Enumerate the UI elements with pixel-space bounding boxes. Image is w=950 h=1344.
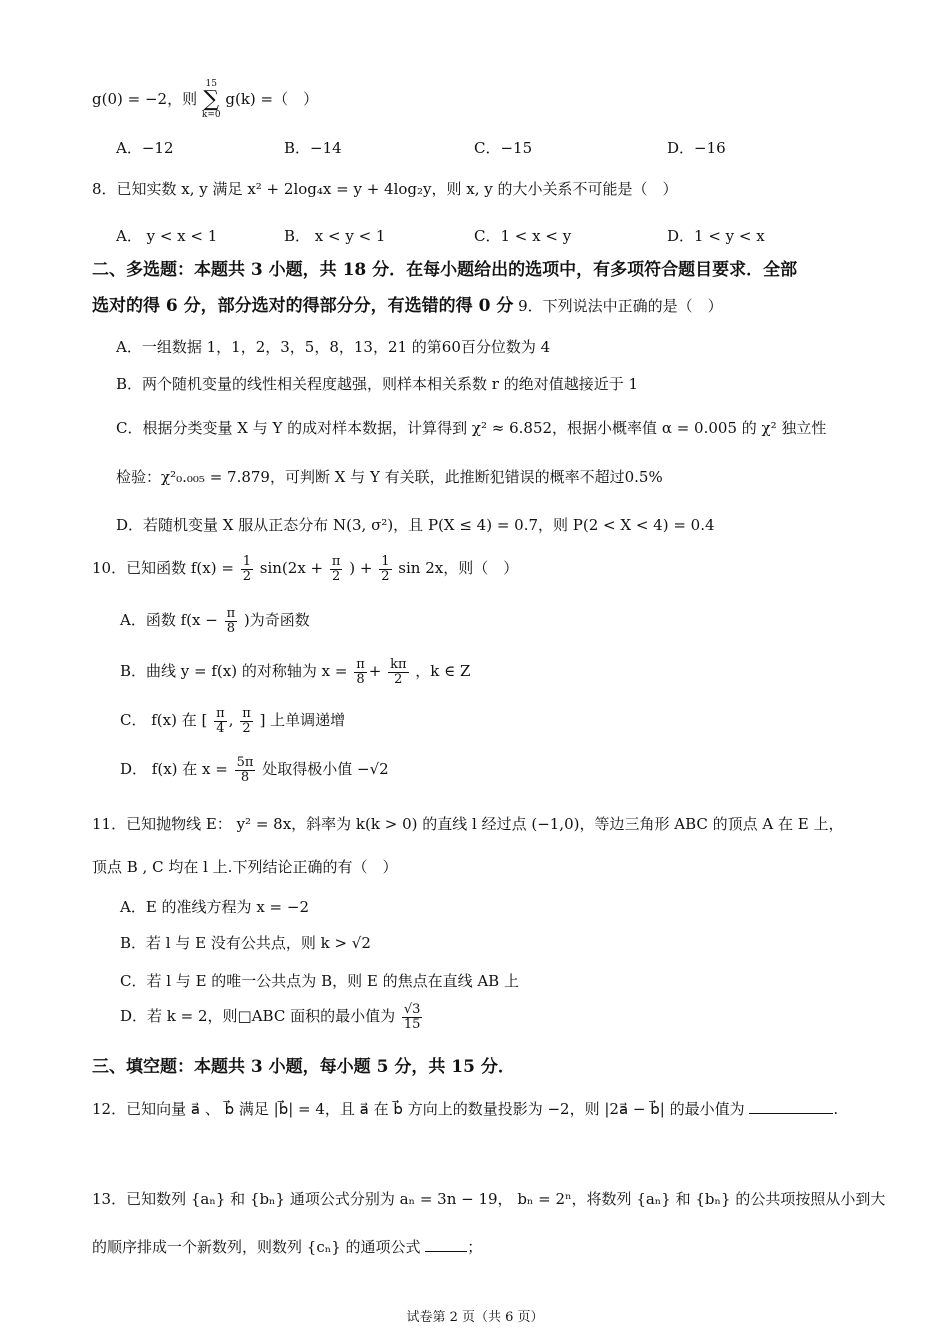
fraction-5pi-over-8: [235, 756, 256, 784]
frac-num: π: [242, 706, 251, 721]
frac-num: √3: [403, 1002, 421, 1017]
frac-den: 2: [242, 568, 251, 584]
q9-option-b: B．两个随机变量的线性相关程度越强，则样本相关系数 r 的绝对值越接近于 1: [116, 375, 639, 393]
frac-den: 8: [356, 671, 365, 687]
fraction-pi-over-2: [240, 707, 253, 735]
frac-den: 4: [216, 720, 225, 736]
q11-option-c: C．若 l 与 E 的唯一公共点为 B，则 E 的焦点在直线 AB 上: [120, 972, 519, 990]
fraction-kpi-over-2: [388, 658, 408, 686]
sigma-glyph: ∑: [203, 87, 220, 112]
frac-num: 1: [381, 554, 390, 569]
q8-option-c: C．1 < x < y: [474, 227, 572, 245]
q8-option-b: B． x < y < 1: [284, 227, 386, 245]
frac-num: kπ: [390, 657, 407, 672]
q11-option-d: [120, 1003, 424, 1031]
q9-option-d: D．若随机变量 X 服从正态分布 N(3, σ²)，且 P(X ≤ 4) = 0.7，则 P(2 < X < 4) = 0.4: [116, 516, 715, 534]
page-footer: 试卷第 2 页（共 6 页）: [406, 1310, 544, 1325]
frac-num: 1: [242, 554, 251, 569]
q11-option-b: B．若 l 与 E 没有公共点，则 k > √2: [120, 934, 371, 952]
q10-option-d: [120, 756, 389, 784]
q9-option-c-line2: 检验：χ²₀.₀₀₅ = 7.879，可判断 X 与 Y 有关联，此推断犯错误的概率不超过0.5%: [116, 468, 663, 486]
sum-lower: k=0: [201, 110, 221, 120]
section-2-heading-line1: 二、多选题：本题共 3 小题，共 18 分．在每小题给出的选项中，有多项符合题目要求．全部: [92, 260, 798, 280]
q11-d-pre: D．若 k = 2，则□ABC 面积的最小值为: [120, 1007, 396, 1026]
q7-stem-post: g(k) =（ ）: [225, 90, 319, 108]
q8-option-d: D．1 < y < x: [667, 227, 765, 245]
q9-stem: 9．下列说法中正确的是（ ）: [518, 297, 723, 315]
section-3-heading: 三、填空题：本题共 3 小题，每小题 5 分，共 15 分．: [92, 1057, 515, 1077]
q10-c-pre: C． f(x) 在 [: [120, 711, 208, 730]
q10-sin-part: sin(2x +: [259, 559, 324, 578]
q13-stem-line2: [92, 1238, 482, 1257]
answer-blank[interactable]: [749, 1101, 833, 1114]
q12-text: 12．已知向量 a⃗ 、 b⃗ 满足 |b⃗| = 4，且 a⃗ 在 b⃗ 方向上的数量投影为 −2，则 |2a⃗ − b⃗| 的最小值为: [92, 1100, 745, 1118]
frac-num: 5π: [236, 755, 254, 770]
q13-end: ；: [467, 1238, 483, 1256]
frac-den: 8: [240, 769, 250, 785]
q13-text: 的顺序排成一个新数列，则数列 {cₙ} 的通项公式: [92, 1238, 421, 1256]
fraction-one-half-2: [379, 555, 391, 583]
q7-option-d: D．−16: [667, 139, 726, 157]
fraction-sqrt3-over-15: [402, 1003, 423, 1031]
fraction-pi-over-4: [214, 707, 227, 735]
q10-b-pre: B．曲线 y = f(x) 的对称轴为 x =: [120, 662, 348, 681]
frac-den: 2: [381, 568, 390, 584]
q10-option-b: B．曲线 y = f(x) 的对称轴为 x = $\frac{\pi}{8}$ + $\frac{k\pi}{2}$ ，k ∈ Z: [120, 657, 471, 687]
q10-a-pre: A．函数 f(x −: [120, 611, 218, 630]
q11-stem-line2: 顶点 B , C 均在 l 上.下列结论正确的有（ ）: [92, 858, 398, 876]
q7-stem-pre: g(0) = −2，则: [92, 90, 198, 108]
q10-b-post: ，k ∈ Z: [415, 662, 471, 681]
q7-option-c: C．−15: [474, 139, 533, 157]
frac-den: 2: [394, 671, 403, 687]
q12-end: .: [833, 1100, 839, 1118]
q8-stem: 8．已知实数 x, y 满足 x² + 2log₄x = y + 4log₂y，则 x, y 的大小关系不可能是（ ）: [92, 180, 678, 198]
frac-den: 2: [242, 720, 251, 736]
q11-stem-line1: 11．已知抛物线 E： y² = 8x，斜率为 k(k > 0) 的直线 l 经过点 (−1,0)，等边三角形 ABC 的顶点 A 在 E 上，: [92, 815, 844, 833]
fraction-pi-over-2: [330, 555, 343, 583]
q7-stem: [92, 80, 318, 120]
fraction-pi-over-8: [354, 658, 367, 686]
sum-upper: 15: [205, 79, 217, 89]
q13-stem-line1: 13．已知数列 {aₙ} 和 {bₙ} 通项公式分别为 aₙ = 3n − 19， bₙ = 2ⁿ，将数列 {aₙ} 和 {bₙ} 的公共项按照从小到大: [92, 1190, 886, 1208]
q9-option-a: A．一组数据 1，1，2，3，5，8，13，21 的第60百分位数为 4: [116, 338, 551, 356]
q7-option-b: B．−14: [284, 139, 342, 157]
q10-stem-post: sin 2x，则（ ）: [398, 559, 519, 578]
q10-d-pre: D． f(x) 在 x =: [120, 760, 228, 779]
q10-c-post: ] 上单调递增: [259, 711, 346, 730]
frac-num: π: [331, 554, 341, 569]
frac-num: π: [216, 706, 225, 721]
frac-num: π: [356, 657, 365, 672]
q10-plus: ) +: [349, 559, 373, 578]
frac-den: 15: [403, 1016, 421, 1032]
q9-option-c-line1: C．根据分类变量 X 与 Y 的成对样本数据，计算得到 χ² ≈ 6.852，根据小概率值 α = 0.005 的 χ² 独立性: [116, 419, 827, 437]
frac-num: π: [226, 606, 236, 621]
q8-option-a: A． y < x < 1: [116, 227, 218, 245]
q7-option-a: A．−12: [116, 139, 174, 157]
section-2-heading-cont: 选对的得 6 分，部分选对的得部分分，有选错的得 0 分: [92, 296, 514, 316]
q10-option-c: C． f(x) 在 [ $\frac{\pi}{4}$ , $\frac{\pi}{2}$ ] 上单调递增: [120, 706, 346, 736]
q10-a-post: )为奇函数: [243, 611, 310, 630]
q10-option-a: [120, 607, 310, 635]
fraction-one-half: [241, 555, 253, 583]
summation-symbol: [202, 80, 221, 120]
q10-d-post: 处取得极小值 −√2: [262, 760, 389, 779]
section-2-heading-line2: [92, 296, 723, 317]
q11-option-a: A．E 的准线方程为 x = −2: [120, 898, 309, 916]
q12-stem: [92, 1100, 838, 1119]
fraction-pi-over-8: [225, 607, 238, 635]
frac-den: 8: [226, 620, 235, 636]
q10-stem: [92, 555, 518, 583]
frac-den: 2: [332, 568, 341, 584]
q10-stem-pre: 10．已知函数 f(x) =: [92, 559, 234, 578]
answer-blank[interactable]: [425, 1239, 467, 1252]
